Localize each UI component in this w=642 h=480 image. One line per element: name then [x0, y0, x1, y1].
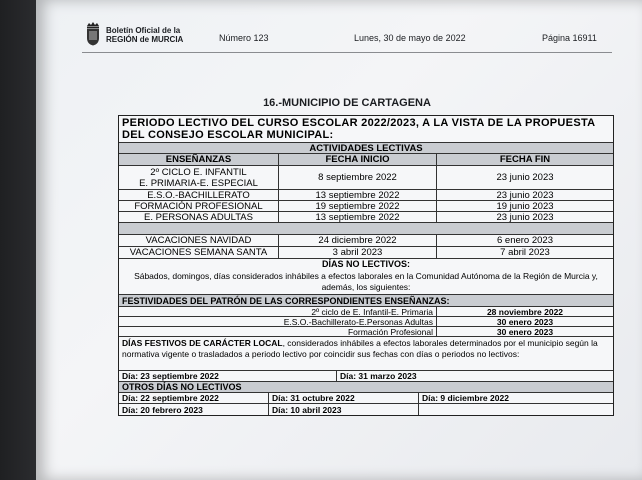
patron-date: 30 enero 2023 [496, 326, 554, 337]
row-start: 13 septiembre 2022 [279, 212, 437, 222]
row-end: 23 junio 2023 [496, 189, 554, 201]
row-name-line2: E. PRIMARIA-E. ESPECIAL [139, 177, 258, 189]
row-name [119, 166, 279, 189]
row-name-line1: 2º CICLO E. INFANTIL [150, 166, 247, 178]
column-header-ensenanzas: ENSEÑANZAS [119, 154, 279, 165]
vacation-name: VACACIONES SEMANA SANTA [119, 247, 279, 258]
non-teaching-row [119, 259, 613, 295]
local-holidays-header: DÍAS FESTIVOS DE CARÁCTER LOCAL [122, 338, 283, 348]
patron-name: E.S.O.-Bachillerato-E.Personas Adultas [119, 317, 437, 326]
other-days-header-row [119, 382, 613, 393]
table-title-row [119, 116, 613, 143]
patron-name: 2º ciclo de E. Infantil-E. Primaria [119, 307, 437, 316]
table-row [119, 166, 613, 190]
vacation-start: 3 abril 2023 [279, 247, 437, 258]
other-day: Día: 9 diciembre 2022 [422, 393, 509, 403]
non-teaching-header: DÍAS NO LECTIVOS: [321, 259, 410, 269]
row-start: 8 septiembre 2022 [279, 166, 437, 189]
table-title: PERIODO LECTIVO DEL CURSO ESCOLAR 2022/2023, A LA VISTA DE LA PROPUESTA DEL CONSEJO ESCOLAR MUNICIPAL: [122, 117, 595, 141]
section-title: 16.-MUNICIPIO DE CARTAGENA [263, 97, 431, 109]
row-end: 23 junio 2023 [496, 172, 554, 183]
vacation-end: 7 abril 2023 [500, 247, 550, 258]
vacation-row [119, 247, 613, 259]
vacation-start: 24 diciembre 2022 [279, 235, 437, 246]
bulletin-name [106, 26, 183, 44]
other-day: Día: 31 octubre 2022 [269, 393, 419, 403]
activities-header-row [119, 143, 613, 154]
table-row [119, 212, 613, 223]
column-headers-row [119, 154, 613, 166]
column-header-end: FECHA FIN [499, 154, 551, 165]
patron-row [119, 307, 613, 317]
patron-name: Formación Profesional [119, 327, 437, 336]
patron-header: FESTIVIDADES DEL PATRÓN DE LAS CORRESPONDIENTES ENSEÑANZAS: [122, 295, 450, 306]
vacation-name: VACACIONES NAVIDAD [119, 235, 279, 246]
local-holidays-description: , considerados inhábiles a efectos laborales determinados por el municipio según la normativa vigente o trasladados a periodo lectivo por coincidir sus fechas con días o periodos no lectivos: [122, 338, 598, 359]
issue-number: Número 123 [219, 33, 269, 43]
bulletin-name-line2: REGIÓN de MURCIA [106, 35, 184, 44]
row-end: 23 junio 2023 [496, 211, 554, 223]
empty-cell [419, 404, 613, 415]
local-day: Día: 23 septiembre 2022 [119, 371, 337, 381]
row-start: 19 septiembre 2022 [279, 201, 437, 211]
other-day: Día: 20 febrero 2023 [119, 404, 269, 415]
other-days-row [119, 404, 613, 415]
activities-header: ACTIVIDADES LECTIVAS [309, 142, 423, 154]
vacation-end: 6 enero 2023 [497, 235, 553, 246]
row-start: 13 septiembre 2022 [279, 190, 437, 200]
local-days-row [119, 371, 613, 382]
table-row [119, 190, 613, 201]
patron-date: 30 enero 2023 [496, 316, 554, 327]
table-row [119, 201, 613, 212]
local-day: Día: 31 marzo 2023 [340, 371, 417, 381]
other-days-header: OTROS DÍAS NO LECTIVOS [122, 382, 242, 392]
issue-date: Lunes, 30 de mayo de 2022 [354, 33, 466, 43]
non-teaching-text: Sábados, domingos, días considerados inhábiles a efectos laborales en la Comunidad Autónoma de la Región de Murcia y, además, los siguientes: [134, 271, 598, 292]
patron-row [119, 317, 613, 327]
crown-crest-icon [84, 22, 102, 46]
bulletin-name-line1: Boletín Oficial de la [106, 26, 181, 35]
row-name: FORMACIÓN PROFESIONAL [119, 201, 279, 211]
row-end: 19 junio 2023 [496, 200, 554, 212]
local-holidays-text [119, 337, 613, 370]
spacer-row [119, 223, 613, 235]
row-name: E.S.O.-BACHILLERATO [119, 190, 279, 200]
other-day: Día: 10 abril 2023 [269, 404, 419, 415]
patron-date: 28 noviembre 2022 [486, 306, 564, 317]
other-day: Día: 22 septiembre 2022 [119, 393, 269, 403]
other-days-row [119, 393, 613, 404]
page-number: Página 16911 [542, 33, 597, 43]
patron-header-row [119, 295, 613, 307]
patron-row [119, 327, 613, 337]
vacation-row [119, 235, 613, 247]
local-holidays-row [119, 337, 613, 371]
school-calendar-table [118, 115, 614, 416]
bulletin-header [82, 20, 612, 53]
row-name: E. PERSONAS ADULTAS [119, 212, 279, 222]
column-header-start: FECHA INICIO [279, 154, 437, 165]
monitor-screen [36, 0, 642, 480]
